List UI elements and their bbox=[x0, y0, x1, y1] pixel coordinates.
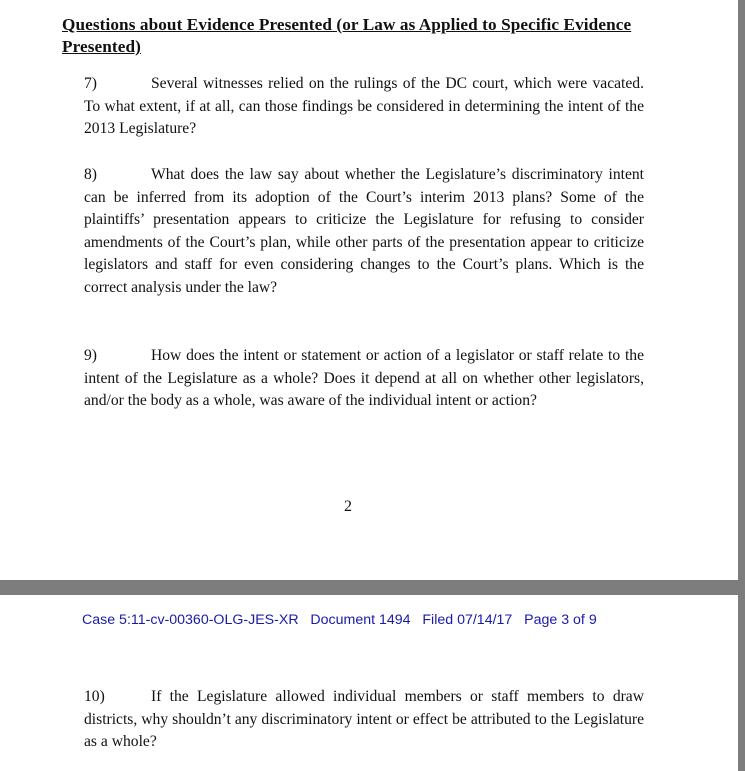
question-text: How does the intent or statement or action of a legislator or staff relate to the intent of the Legislature as a whole? Does it depend at all on whether other legislators, and/or the body as a whole, was aware of the individual intent or action? bbox=[84, 347, 644, 410]
question-text: If the Legislature allowed individual members or staff members to draw districts, why shouldn’t any discriminatory intent or effect be attributed to the Legislature as a whole? bbox=[84, 688, 644, 751]
question-10 bbox=[84, 686, 644, 754]
question-number: 9) bbox=[84, 347, 97, 364]
question-number: 10) bbox=[84, 688, 105, 705]
question-8 bbox=[84, 164, 644, 300]
question-7 bbox=[84, 73, 644, 141]
section-heading: Questions about Evidence Presented (or Law as Applied to Specific Evidence Presented) bbox=[62, 15, 632, 56]
page-separator bbox=[0, 580, 738, 595]
question-text: What does the law say about whether the Legislature’s discriminatory intent can be inferred from its adoption of the Court’s interim 2013 plans? Some of the plaintiffs’ presentation appears to criticize the Legislature for refusing to consider amendments of the Court’s plan, while other parts of the presentation appear to criticize legislators and staff for even considering changes to the Court’s plans. Which is the correct analysis under the law? bbox=[84, 166, 644, 296]
question-text: Several witnesses relied on the rulings of the DC court, which were vacated. To what extent, if at all, can those findings be considered in determining the intent of the 2013 Legislature? bbox=[84, 75, 644, 138]
page-number: 2 bbox=[344, 498, 352, 515]
viewer-scrollbar-edge[interactable] bbox=[738, 0, 745, 771]
question-number: 7) bbox=[84, 75, 97, 92]
question-9 bbox=[84, 345, 644, 413]
question-number: 8) bbox=[84, 166, 97, 183]
case-header-stamp: Case 5:11-cv-00360-OLG-JES-XR Document 1494 Filed 07/14/17 Page 3 of 9 bbox=[82, 612, 597, 628]
